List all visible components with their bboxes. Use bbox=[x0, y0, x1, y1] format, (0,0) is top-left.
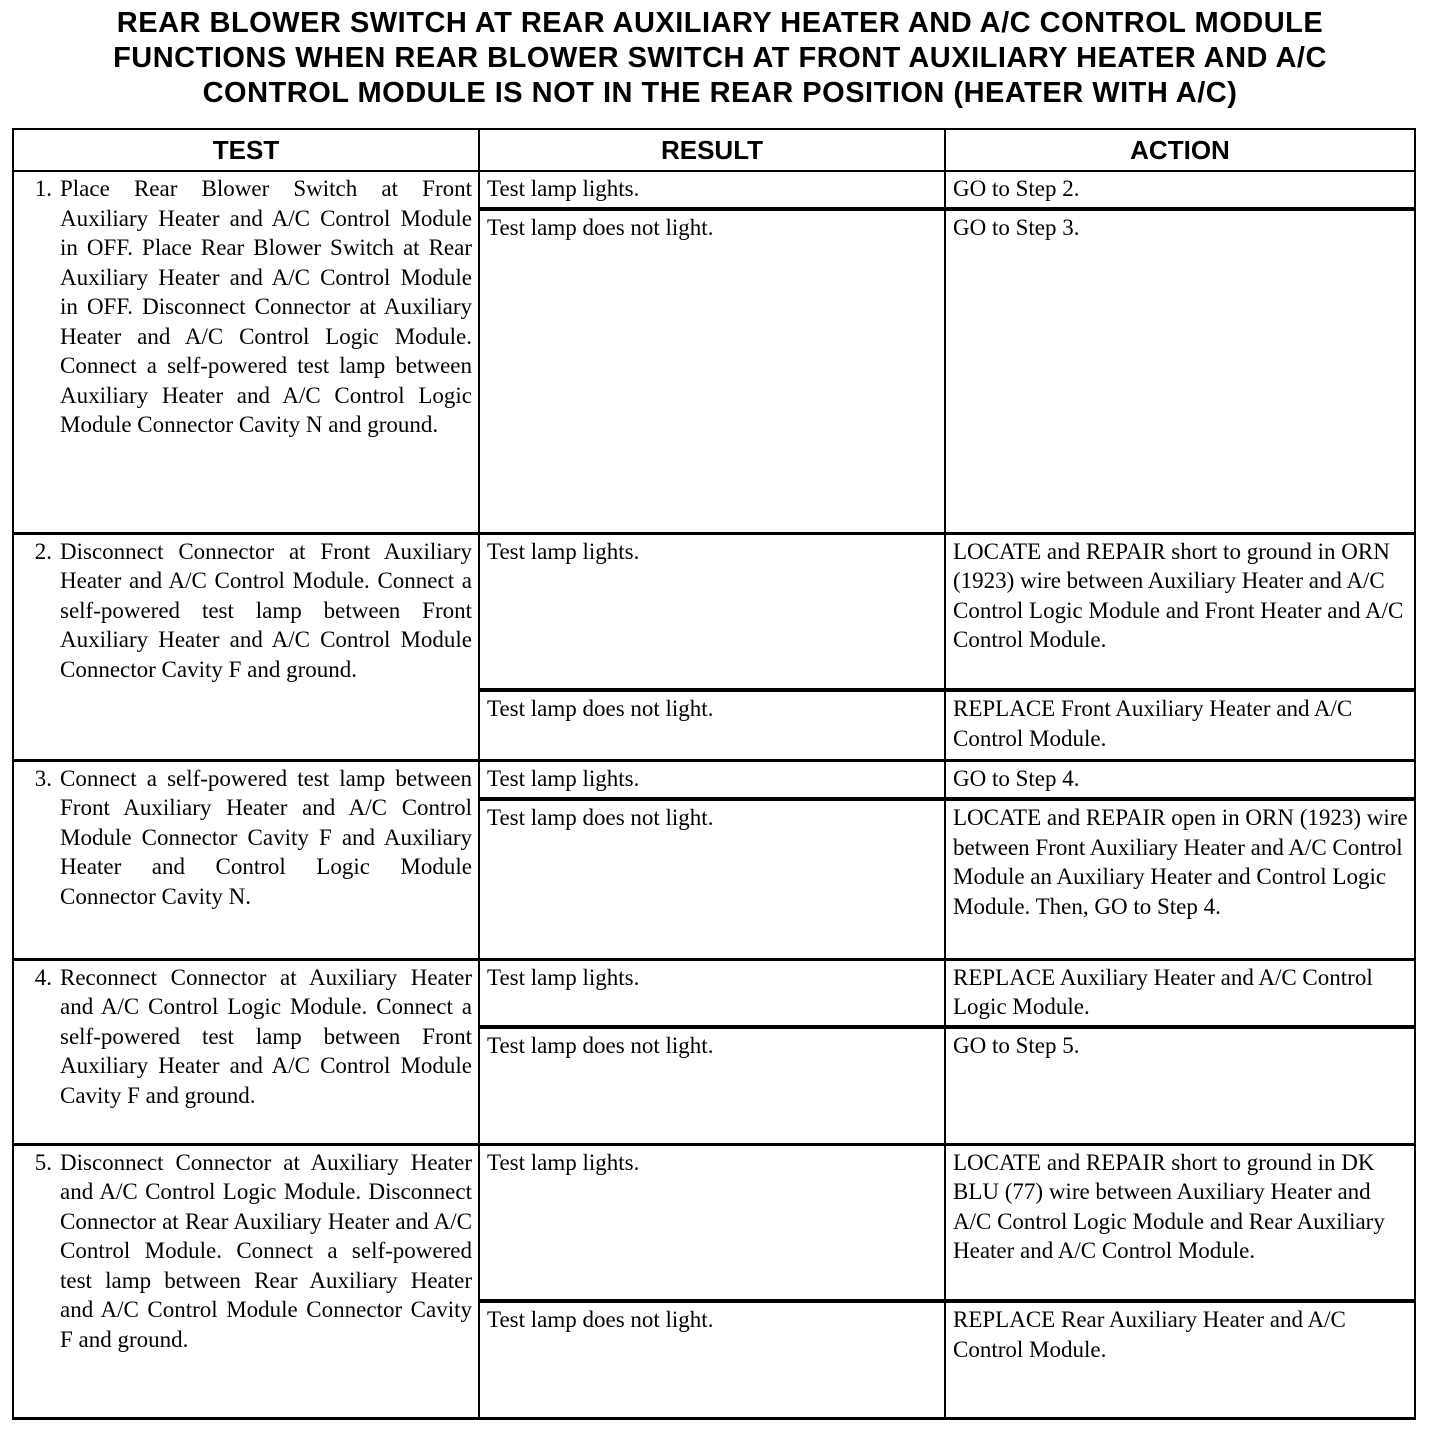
test-cell bbox=[13, 959, 479, 1144]
table-row bbox=[13, 533, 1415, 690]
header-test: TEST bbox=[13, 129, 479, 171]
step-number: 5. bbox=[34, 1149, 52, 1175]
table-row bbox=[13, 171, 1415, 209]
test-cell bbox=[13, 171, 479, 533]
result-cell: Test lamp lights. bbox=[479, 533, 945, 690]
test-text: Place Rear Blower Switch at Front Auxiliary Heater and A/C Control Module in OFF. Place Rear Blower Switch at Rear Auxiliary Heater and A/C Control Module in OFF. Disconnect Connector at Auxiliary Heater and A/C Control Logic Module. Connect a self-powered test lamp between Auxiliary Heater and A/C Control Logic Module Connector Cavity N and ground. bbox=[60, 176, 472, 437]
result-cell: Test lamp does not light. bbox=[479, 1027, 945, 1144]
title-line-3: CONTROL MODULE IS NOT IN THE REAR POSITION (HEATER WITH A/C) bbox=[202, 77, 1238, 109]
action-cell: LOCATE and REPAIR open in ORN (1923) wire between Front Auxiliary Heater and A/C Control Module an Auxiliary Heater and Control Logic Module. Then, GO to Step 4. bbox=[945, 799, 1415, 959]
test-text: Reconnect Connector at Auxiliary Heater and A/C Control Logic Module. Connect a self-powered test lamp between Front Auxiliary Heater and A/C Control Module Cavity F and ground. bbox=[60, 964, 472, 1108]
step-number: 1. bbox=[34, 176, 52, 201]
step-number: 3. bbox=[34, 765, 52, 791]
test-cell bbox=[13, 760, 479, 959]
table-row bbox=[13, 1144, 1415, 1301]
result-cell: Test lamp does not light. bbox=[479, 690, 945, 760]
title-line-2: FUNCTIONS WHEN REAR BLOWER SWITCH AT FRONT AUXILIARY HEATER AND A/C bbox=[113, 42, 1327, 74]
title-line-1: REAR BLOWER SWITCH AT REAR AUXILIARY HEATER AND A/C CONTROL MODULE bbox=[116, 7, 1324, 39]
step-number: 4. bbox=[34, 964, 52, 990]
action-cell: GO to Step 4. bbox=[945, 760, 1415, 799]
action-cell: GO to Step 5. bbox=[945, 1027, 1415, 1144]
action-cell: LOCATE and REPAIR short to ground in DK BLU (77) wire between Auxiliary Heater and A/C Control Logic Module and Rear Auxiliary Heater and A/C Control Module. bbox=[945, 1144, 1415, 1301]
action-cell: REPLACE Front Auxiliary Heater and A/C Control Module. bbox=[945, 690, 1415, 760]
result-cell: Test lamp does not light. bbox=[479, 799, 945, 959]
action-cell: GO to Step 3. bbox=[945, 209, 1415, 533]
result-cell: Test lamp lights. bbox=[479, 1144, 945, 1301]
test-text: Disconnect Connector at Front Auxiliary Heater and A/C Control Module. Connect a self-powered test lamp between Front Auxiliary Heater and A/C Control Module Connector Cavity F and ground. bbox=[60, 538, 472, 682]
result-cell: Test lamp lights. bbox=[479, 760, 945, 799]
table-row bbox=[13, 760, 1415, 799]
action-cell: REPLACE Rear Auxiliary Heater and A/C Control Module. bbox=[945, 1301, 1415, 1418]
step-number: 2. bbox=[34, 538, 52, 564]
header-result: RESULT bbox=[479, 129, 945, 171]
header-row bbox=[13, 129, 1415, 171]
result-cell: Test lamp does not light. bbox=[479, 1301, 945, 1418]
table-row bbox=[13, 959, 1415, 1027]
test-cell bbox=[13, 533, 479, 760]
test-cell bbox=[13, 1144, 479, 1418]
diagnostic-table bbox=[12, 128, 1416, 1420]
page-title bbox=[0, 6, 1440, 111]
result-cell: Test lamp lights. bbox=[479, 959, 945, 1027]
header-action: ACTION bbox=[945, 129, 1415, 171]
test-text: Disconnect Connector at Auxiliary Heater and A/C Control Logic Module. Disconnect Connector at Rear Auxiliary Heater and A/C Control Module. Connect a self-powered test lamp between Rear Auxiliary Heater and A/C Control Module Connector Cavity F and ground. bbox=[60, 1149, 472, 1352]
action-cell: REPLACE Auxiliary Heater and A/C Control Logic Module. bbox=[945, 959, 1415, 1027]
action-cell: LOCATE and REPAIR short to ground in ORN (1923) wire between Auxiliary Heater and A/C Control Logic Module and Front Heater and A/C Control Module. bbox=[945, 533, 1415, 690]
test-text: Connect a self-powered test lamp between Front Auxiliary Heater and A/C Control Module Connector Cavity F and Auxiliary Heater and Control Logic Module Connector Cavity N. bbox=[60, 765, 472, 909]
result-cell: Test lamp does not light. bbox=[479, 209, 945, 533]
action-cell: GO to Step 2. bbox=[945, 171, 1415, 209]
result-cell: Test lamp lights. bbox=[479, 171, 945, 209]
